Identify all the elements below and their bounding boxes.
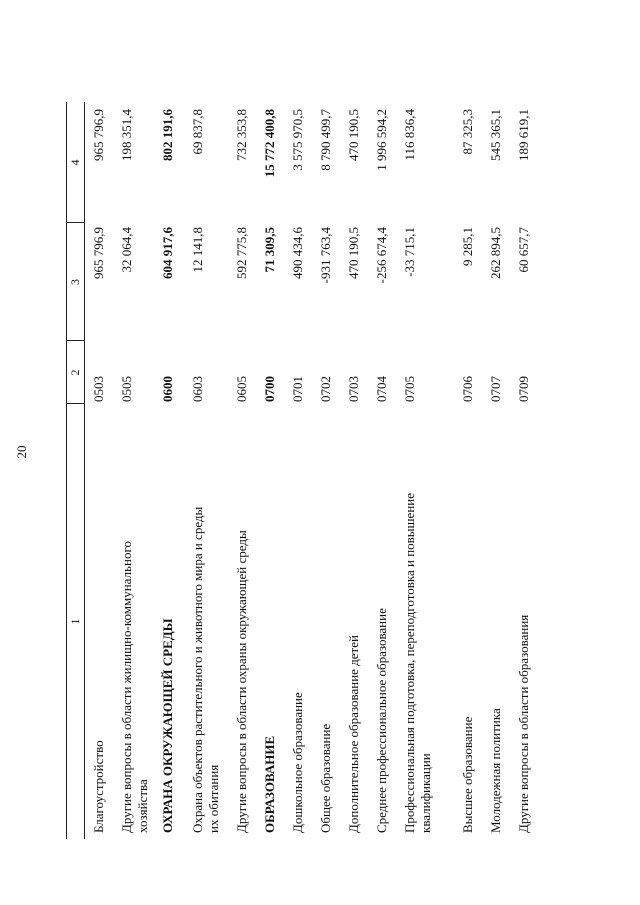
row-code: 0707 <box>488 376 503 402</box>
header-col-1: 1 <box>68 618 82 625</box>
row-value-col3: 490 434,6 <box>290 227 305 279</box>
row-code: 0705 <box>402 376 417 402</box>
row-value-col3: 60 657,7 <box>516 227 531 273</box>
header-col-3: 3 <box>68 279 82 285</box>
row-code: 0701 <box>290 376 305 402</box>
row-name: Высшее образование <box>460 716 475 833</box>
row-name: ОХРАНА ОКРУЖАЮЩЕЙ СРЕДЫ <box>160 618 175 833</box>
row-name: Среднее профессиональное образование <box>374 608 389 833</box>
row-value-col4: 69 837,8 <box>190 109 205 155</box>
row-value-col3: -931 763,4 <box>318 227 333 284</box>
row-value-col4: 802 191,6 <box>160 109 175 161</box>
row-value-col3: -256 674,4 <box>374 227 389 284</box>
row-code: 0703 <box>346 376 361 402</box>
row-name: ОБРАЗОВАНИЕ <box>262 735 277 833</box>
row-value-col4: 198 351,4 <box>119 109 134 161</box>
row-value-col4: 87 325,3 <box>460 109 475 155</box>
row-code: 0605 <box>234 376 249 402</box>
row-code: 0706 <box>460 376 475 402</box>
page-number: 20 <box>14 445 29 459</box>
header-col-4: 4 <box>68 159 82 166</box>
row-name: Общее образование <box>318 723 333 833</box>
row-name: Дошкольное образование <box>290 692 305 833</box>
header-bottom-rule <box>84 102 85 839</box>
row-value-col3: 32 064,4 <box>119 227 134 273</box>
row-name: Благоустройство <box>91 740 106 833</box>
row-code: 0709 <box>516 376 531 402</box>
row-value-col3: 592 775,8 <box>234 227 249 279</box>
row-code: 0704 <box>374 376 389 402</box>
row-value-col3: 12 141,8 <box>190 227 205 273</box>
row-value-col4: 470 190,5 <box>346 109 361 161</box>
row-name: Профессиональная подготовка, переподготовка и повышение квалификации <box>402 492 433 833</box>
row-value-col4: 965 796,9 <box>91 109 106 161</box>
row-value-col4: 8 790 499,7 <box>318 109 333 171</box>
row-value-col4: 189 619,1 <box>516 109 531 161</box>
row-code: 0603 <box>190 376 205 402</box>
row-value-col4: 3 575 970,5 <box>290 109 305 171</box>
row-code: 0505 <box>119 376 134 402</box>
row-code: 0700 <box>262 376 277 402</box>
row-value-col3: 262 894,5 <box>488 227 503 279</box>
row-value-col3: -33 715,1 <box>402 227 417 277</box>
row-code: 0702 <box>318 376 333 402</box>
row-value-col4: 15 772 400,8 <box>262 109 277 178</box>
row-name: Другие вопросы в области охраны окружающей среды <box>234 530 249 833</box>
row-name: Дополнительное образование детей <box>346 635 361 833</box>
row-code: 0600 <box>160 376 175 402</box>
rotated-table <box>66 79 586 839</box>
row-value-col4: 545 365,1 <box>488 109 503 161</box>
row-name: Другие вопросы в области образования <box>516 614 531 833</box>
row-name: Другие вопросы в области жилищно-коммунального хозяйства <box>119 541 150 833</box>
header-col-2: 2 <box>68 369 82 376</box>
row-value-col3: 71 309,5 <box>262 227 277 273</box>
row-value-col3: 965 796,9 <box>91 227 106 279</box>
row-value-col3: 9 285,1 <box>460 227 475 266</box>
row-value-col3: 604 917,6 <box>160 227 175 279</box>
row-code: 0503 <box>91 376 106 402</box>
row-value-col4: 116 836,4 <box>402 109 417 161</box>
row-name: Молодежная политика <box>488 708 503 833</box>
row-value-col4: 732 353,8 <box>234 109 249 161</box>
row-value-col3: 470 190,5 <box>346 227 361 279</box>
row-name: Охрана объектов растительного и животного мира и среды их обитания <box>190 506 221 833</box>
row-value-col4: 1 996 594,2 <box>374 109 389 171</box>
